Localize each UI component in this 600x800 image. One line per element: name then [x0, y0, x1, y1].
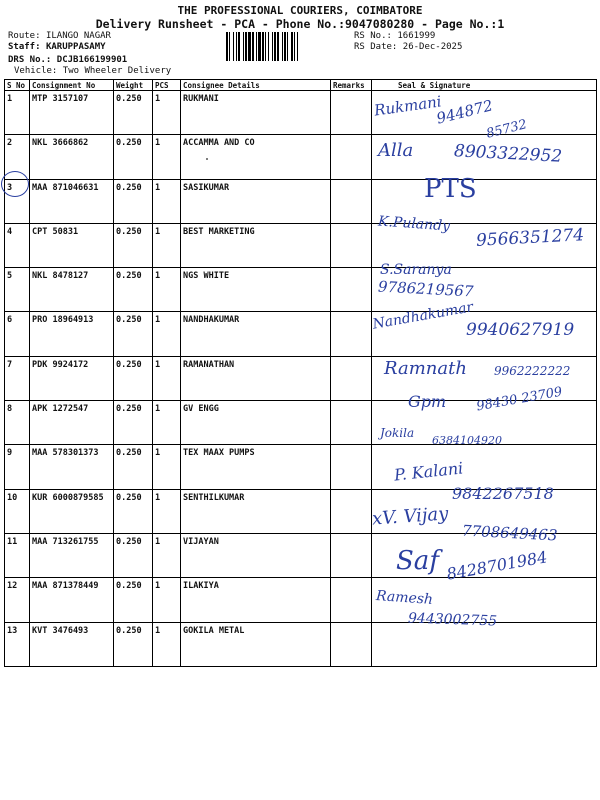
sno-cell: 6	[5, 312, 30, 356]
pcs-cell: 1	[153, 356, 181, 400]
drs-value: DCJB166199901	[56, 55, 128, 65]
consignee-cell: ACCAMMA AND CO	[181, 135, 331, 179]
rs-date-value: 26-Dec-2025	[402, 42, 463, 52]
handwritten-phone: 7708649463	[461, 521, 558, 545]
pcs-cell: 1	[153, 223, 181, 267]
handwritten-signature: Nandhakumar	[371, 299, 475, 333]
handwritten-signature: Ramesh	[375, 588, 434, 608]
handwritten-signature: Rukmani	[373, 92, 443, 120]
consignment-cell: PDK 9924172	[30, 356, 114, 400]
handwritten-phone: 944872	[434, 96, 495, 128]
handwritten-phone: 98430 23709	[475, 384, 564, 415]
consignment-cell: KUR 6000879585	[30, 489, 114, 533]
rs-no-label: RS No.:	[354, 31, 392, 41]
consignment-cell: MAA 871378449	[30, 578, 114, 622]
pcs-cell: 1	[153, 401, 181, 445]
sno-cell: 1	[5, 91, 30, 135]
handwritten-phone: 9842267518	[452, 484, 554, 503]
pcs-cell: 1	[153, 312, 181, 356]
remarks-cell	[331, 179, 372, 223]
weight-cell: 0.250	[114, 401, 153, 445]
sno-cell: 3	[5, 179, 30, 223]
handwritten-phone: 6384104920	[432, 434, 502, 447]
sno-cell: 12	[5, 578, 30, 622]
consignee-cell: NANDHAKUMAR	[181, 312, 331, 356]
handwritten-signature: xV. Vijay	[371, 503, 450, 530]
handwritten-phone: 9566351274	[475, 225, 585, 251]
table-row	[5, 622, 597, 666]
weight-cell: 0.250	[114, 91, 153, 135]
weight-cell: 0.250	[114, 223, 153, 267]
consignment-cell: NKL 8478127	[30, 268, 114, 312]
sno-cell: 8	[5, 401, 30, 445]
col-header-remarks: Remarks	[331, 80, 372, 91]
table-header-row	[5, 80, 597, 91]
consignee-cell: SENTHILKUMAR	[181, 489, 331, 533]
consignee-cell: SASIKUMAR	[181, 179, 331, 223]
table-row	[5, 179, 597, 223]
col-header-pcs: PCS	[153, 80, 181, 91]
weight-cell: 0.250	[114, 179, 153, 223]
vehicle-value: Two Wheeler Delivery	[62, 66, 172, 76]
pcs-cell: 1	[153, 489, 181, 533]
rs-date-label: RS Date:	[354, 42, 398, 52]
consignment-cell: KVT 3476493	[30, 622, 114, 666]
pcs-cell: 1	[153, 179, 181, 223]
handwritten-signature: Gpm	[408, 392, 447, 411]
stray-dot	[206, 158, 208, 160]
remarks-cell	[331, 91, 372, 135]
handwritten-phone: 9962222222	[494, 364, 571, 378]
route-label: Route:	[8, 31, 41, 41]
remarks-cell	[331, 268, 372, 312]
pcs-cell: 1	[153, 91, 181, 135]
consignee-cell: RAMANATHAN	[181, 356, 331, 400]
sno-cell: 2	[5, 135, 30, 179]
consignment-cell: PRO 18964913	[30, 312, 114, 356]
sno-cell: 7	[5, 356, 30, 400]
consignment-cell: NKL 3666862	[30, 135, 114, 179]
remarks-cell	[331, 135, 372, 179]
weight-cell: 0.250	[114, 533, 153, 577]
consignment-cell: MTP 3157107	[30, 91, 114, 135]
route-line	[8, 31, 111, 41]
handwritten-phone: 9940627919	[466, 320, 575, 340]
handwritten-signature: S.Saranya	[380, 262, 452, 278]
staff-label: Staff:	[8, 42, 41, 52]
remarks-cell	[331, 445, 372, 489]
handwritten-signature: K.Pulandy	[377, 213, 451, 235]
pcs-cell: 1	[153, 533, 181, 577]
consignment-cell: CPT 50831	[30, 223, 114, 267]
pcs-cell: 1	[153, 578, 181, 622]
vehicle-label: Vehicle:	[14, 66, 58, 76]
weight-cell: 0.250	[114, 489, 153, 533]
col-header-sno: S No	[5, 80, 30, 91]
pcs-cell: 1	[153, 268, 181, 312]
weight-cell: 0.250	[114, 268, 153, 312]
pcs-cell: 1	[153, 445, 181, 489]
pcs-cell: 1	[153, 622, 181, 666]
runsheet-subtitle: Delivery Runsheet - PCA - Phone No.:9047080280 - Page No.:1	[95, 17, 505, 31]
consignee-cell: VIJAYAN	[181, 533, 331, 577]
handwritten-phone: 9786219567	[377, 277, 474, 301]
handwritten-signature: P. Kalani	[393, 458, 465, 485]
remarks-cell	[331, 489, 372, 533]
consignee-cell: BEST MARKETING	[181, 223, 331, 267]
weight-cell: 0.250	[114, 135, 153, 179]
handwritten-phone: 85732	[484, 117, 529, 142]
remarks-cell	[331, 533, 372, 577]
col-header-consignee: Consignee Details	[181, 80, 331, 91]
rs-no-line	[354, 31, 435, 41]
table-row	[5, 578, 597, 622]
remarks-cell	[331, 578, 372, 622]
consignee-cell: NGS WHITE	[181, 268, 331, 312]
consignee-cell: GV ENGG	[181, 401, 331, 445]
page-title: THE PROFESSIONAL COURIERS, COIMBATORE	[177, 4, 423, 17]
remarks-cell	[331, 312, 372, 356]
weight-cell: 0.250	[114, 356, 153, 400]
handwritten-signature: Jokila	[380, 426, 415, 440]
consignment-cell: MAA 578301373	[30, 445, 114, 489]
handwritten-phone: 9443002755	[407, 610, 498, 630]
handwritten-signature: Ramnath	[384, 358, 467, 379]
weight-cell: 0.250	[114, 622, 153, 666]
sno-cell: 9	[5, 445, 30, 489]
vehicle-line	[14, 66, 171, 76]
consignee-cell: GOKILA METAL	[181, 622, 331, 666]
weight-cell: 0.250	[114, 578, 153, 622]
handwritten-phone: 8428701984	[445, 547, 549, 584]
consignee-cell: TEX MAAX PUMPS	[181, 445, 331, 489]
weight-cell: 0.250	[114, 445, 153, 489]
drs-label: DRS No.:	[8, 55, 52, 65]
staff-value: KARUPPASAMY	[45, 42, 106, 52]
sno-cell: 11	[5, 533, 30, 577]
table-row	[5, 445, 597, 489]
rs-no-value: 1661999	[397, 31, 436, 41]
handwritten-signature: Saf	[396, 546, 439, 576]
sno-cell: 5	[5, 268, 30, 312]
barcode	[226, 32, 350, 61]
col-header-signature: Seal & Signature	[372, 80, 597, 91]
sno-cell: 13	[5, 622, 30, 666]
handwritten-signature: Alla	[378, 140, 414, 161]
handwritten-circle-mark	[1, 171, 29, 197]
consignment-cell: MAA 713261755	[30, 533, 114, 577]
handwritten-signature: PTS	[424, 174, 477, 204]
rs-date-line	[354, 42, 462, 52]
consignee-cell: ILAKIYA	[181, 578, 331, 622]
sno-cell: 4	[5, 223, 30, 267]
handwritten-phone: 8903322952	[453, 141, 563, 167]
consignment-cell: MAA 871046631	[30, 179, 114, 223]
table-row	[5, 268, 597, 312]
drs-line	[8, 55, 127, 65]
route-value: ILANGO NAGAR	[45, 31, 111, 41]
col-header-weight: Weight	[114, 80, 153, 91]
remarks-cell	[331, 622, 372, 666]
pcs-cell: 1	[153, 135, 181, 179]
consignee-cell: RUKMANI	[181, 91, 331, 135]
col-header-consignment: Consignment No	[30, 80, 114, 91]
remarks-cell	[331, 401, 372, 445]
sno-cell: 10	[5, 489, 30, 533]
weight-cell: 0.250	[114, 312, 153, 356]
remarks-cell	[331, 223, 372, 267]
remarks-cell	[331, 356, 372, 400]
consignment-cell: APK 1272547	[30, 401, 114, 445]
staff-line	[8, 42, 106, 52]
